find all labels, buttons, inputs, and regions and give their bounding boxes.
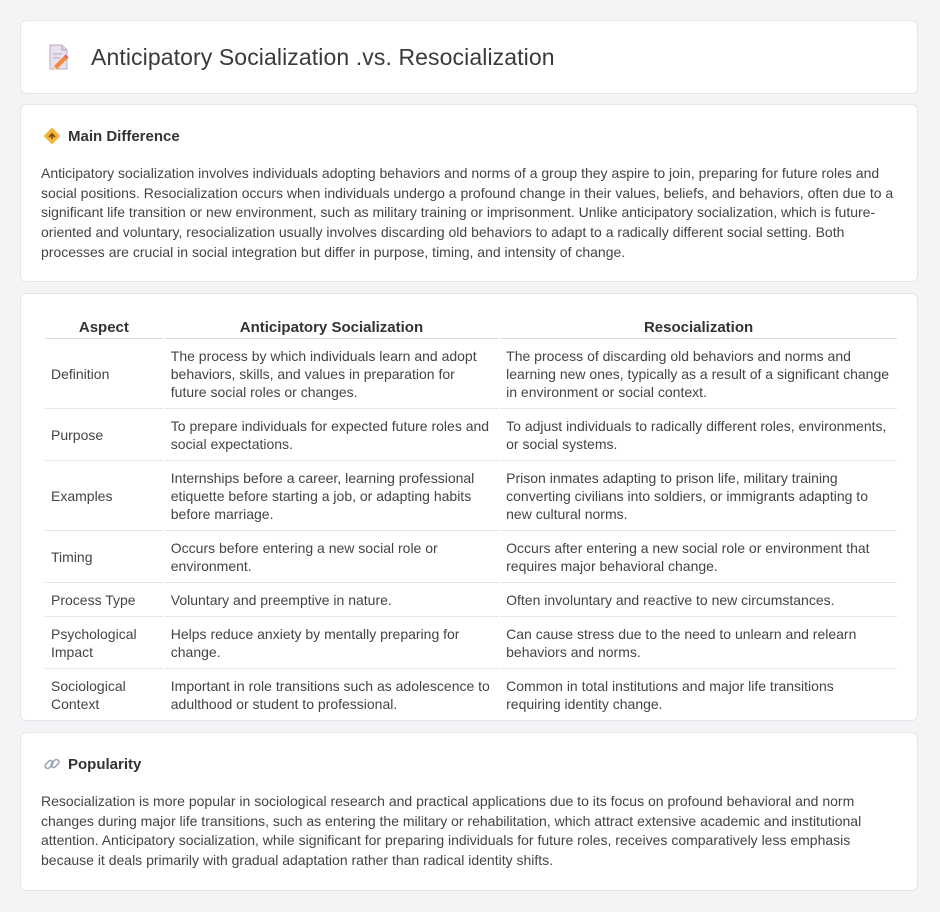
resocialization-cell: Common in total institutions and major life transitions requiring identity change.	[500, 669, 897, 721]
popularity-text: Resocialization is more popular in sociological research and practical applications due to its focus on profound behavioral and norm changes during major life transitions, such as entering the military or rehabilitation, which attract extensive academic and institutional attention. Anticipatory socialization, while significant for preparing individuals for future roles, receives comparatively less emphasis because it deals primarily with gradual adaptation rather than radical identity shifts.	[41, 793, 862, 869]
aspect-cell: Process Type	[45, 583, 163, 617]
main-difference-heading: Main Difference	[68, 127, 180, 145]
resocialization-cell: Occurs after entering a new social role or environment that requires major behavioral change.	[500, 531, 897, 583]
table-row	[45, 339, 897, 409]
table-row	[45, 583, 897, 617]
link-icon	[43, 755, 61, 773]
resocialization-cell: To adjust individuals to radically different roles, environments, or social systems.	[500, 409, 897, 461]
popularity-section	[20, 732, 918, 891]
anticipatory-cell: Occurs before entering a new social role or environment.	[165, 531, 498, 583]
aspect-cell: Psychological Impact	[45, 617, 163, 669]
anticipatory-cell: Helps reduce anxiety by mentally preparing for change.	[165, 617, 498, 669]
anticipatory-cell: Voluntary and preemptive in nature.	[165, 583, 498, 617]
header-aspect: Aspect	[45, 316, 163, 339]
table-row	[45, 461, 897, 531]
title-card	[20, 20, 918, 94]
diamond-sign-icon	[43, 127, 61, 145]
table-row	[45, 617, 897, 669]
header-anticipatory: Anticipatory Socialization	[165, 316, 498, 339]
aspect-cell: Timing	[45, 531, 163, 583]
table-row	[45, 531, 897, 583]
popularity-heading: Popularity	[68, 755, 142, 773]
anticipatory-cell: Important in role transitions such as adolescence to adulthood or student to professional.	[165, 669, 498, 721]
resocialization-cell: Often involuntary and reactive to new circumstances.	[500, 583, 897, 617]
comparison-table	[43, 316, 899, 721]
main-difference-section	[20, 104, 918, 282]
anticipatory-cell: To prepare individuals for expected future roles and social expectations.	[165, 409, 498, 461]
resocialization-cell: The process of discarding old behaviors and norms and learning new ones, typically as a result of a significant change in environment or social context.	[500, 339, 897, 409]
aspect-cell: Examples	[45, 461, 163, 531]
table-row	[45, 669, 897, 721]
main-difference-text: Anticipatory socialization involves individuals adopting behaviors and norms of a group they aspire to join, preparing for future roles and social positions. Resocialization occurs when individuals undergo a profound change in their values, beliefs, and behaviors, often due to a significant life transition or new environment, such as military training or imprisonment. Unlike anticipatory socialization, which is future-oriented and voluntary, resocialization usually involves discarding old behaviors to adapt to a radically different social setting. Both processes are crucial in social integration but differ in purpose, timing, and intensity of change.	[41, 165, 894, 260]
document-pencil-icon	[47, 43, 71, 71]
resocialization-cell: Prison inmates adapting to prison life, military training converting civilians into soldiers, or immigrants adapting to new cultural norms.	[500, 461, 897, 531]
aspect-cell: Definition	[45, 339, 163, 409]
aspect-cell: Sociological Context	[45, 669, 163, 721]
resocialization-cell: Can cause stress due to the need to unlearn and relearn behaviors and norms.	[500, 617, 897, 669]
table-row	[45, 409, 897, 461]
table-header-row	[45, 316, 897, 339]
anticipatory-cell: Internships before a career, learning professional etiquette before starting a job, or adapting habits before marriage.	[165, 461, 498, 531]
header-resocialization: Resocialization	[500, 316, 897, 339]
page-title: Anticipatory Socialization .vs. Resocialization	[91, 43, 555, 70]
anticipatory-cell: The process by which individuals learn and adopt behaviors, skills, and values in preparation for future social roles or changes.	[165, 339, 498, 409]
aspect-cell: Purpose	[45, 409, 163, 461]
comparison-table-card	[20, 293, 918, 721]
